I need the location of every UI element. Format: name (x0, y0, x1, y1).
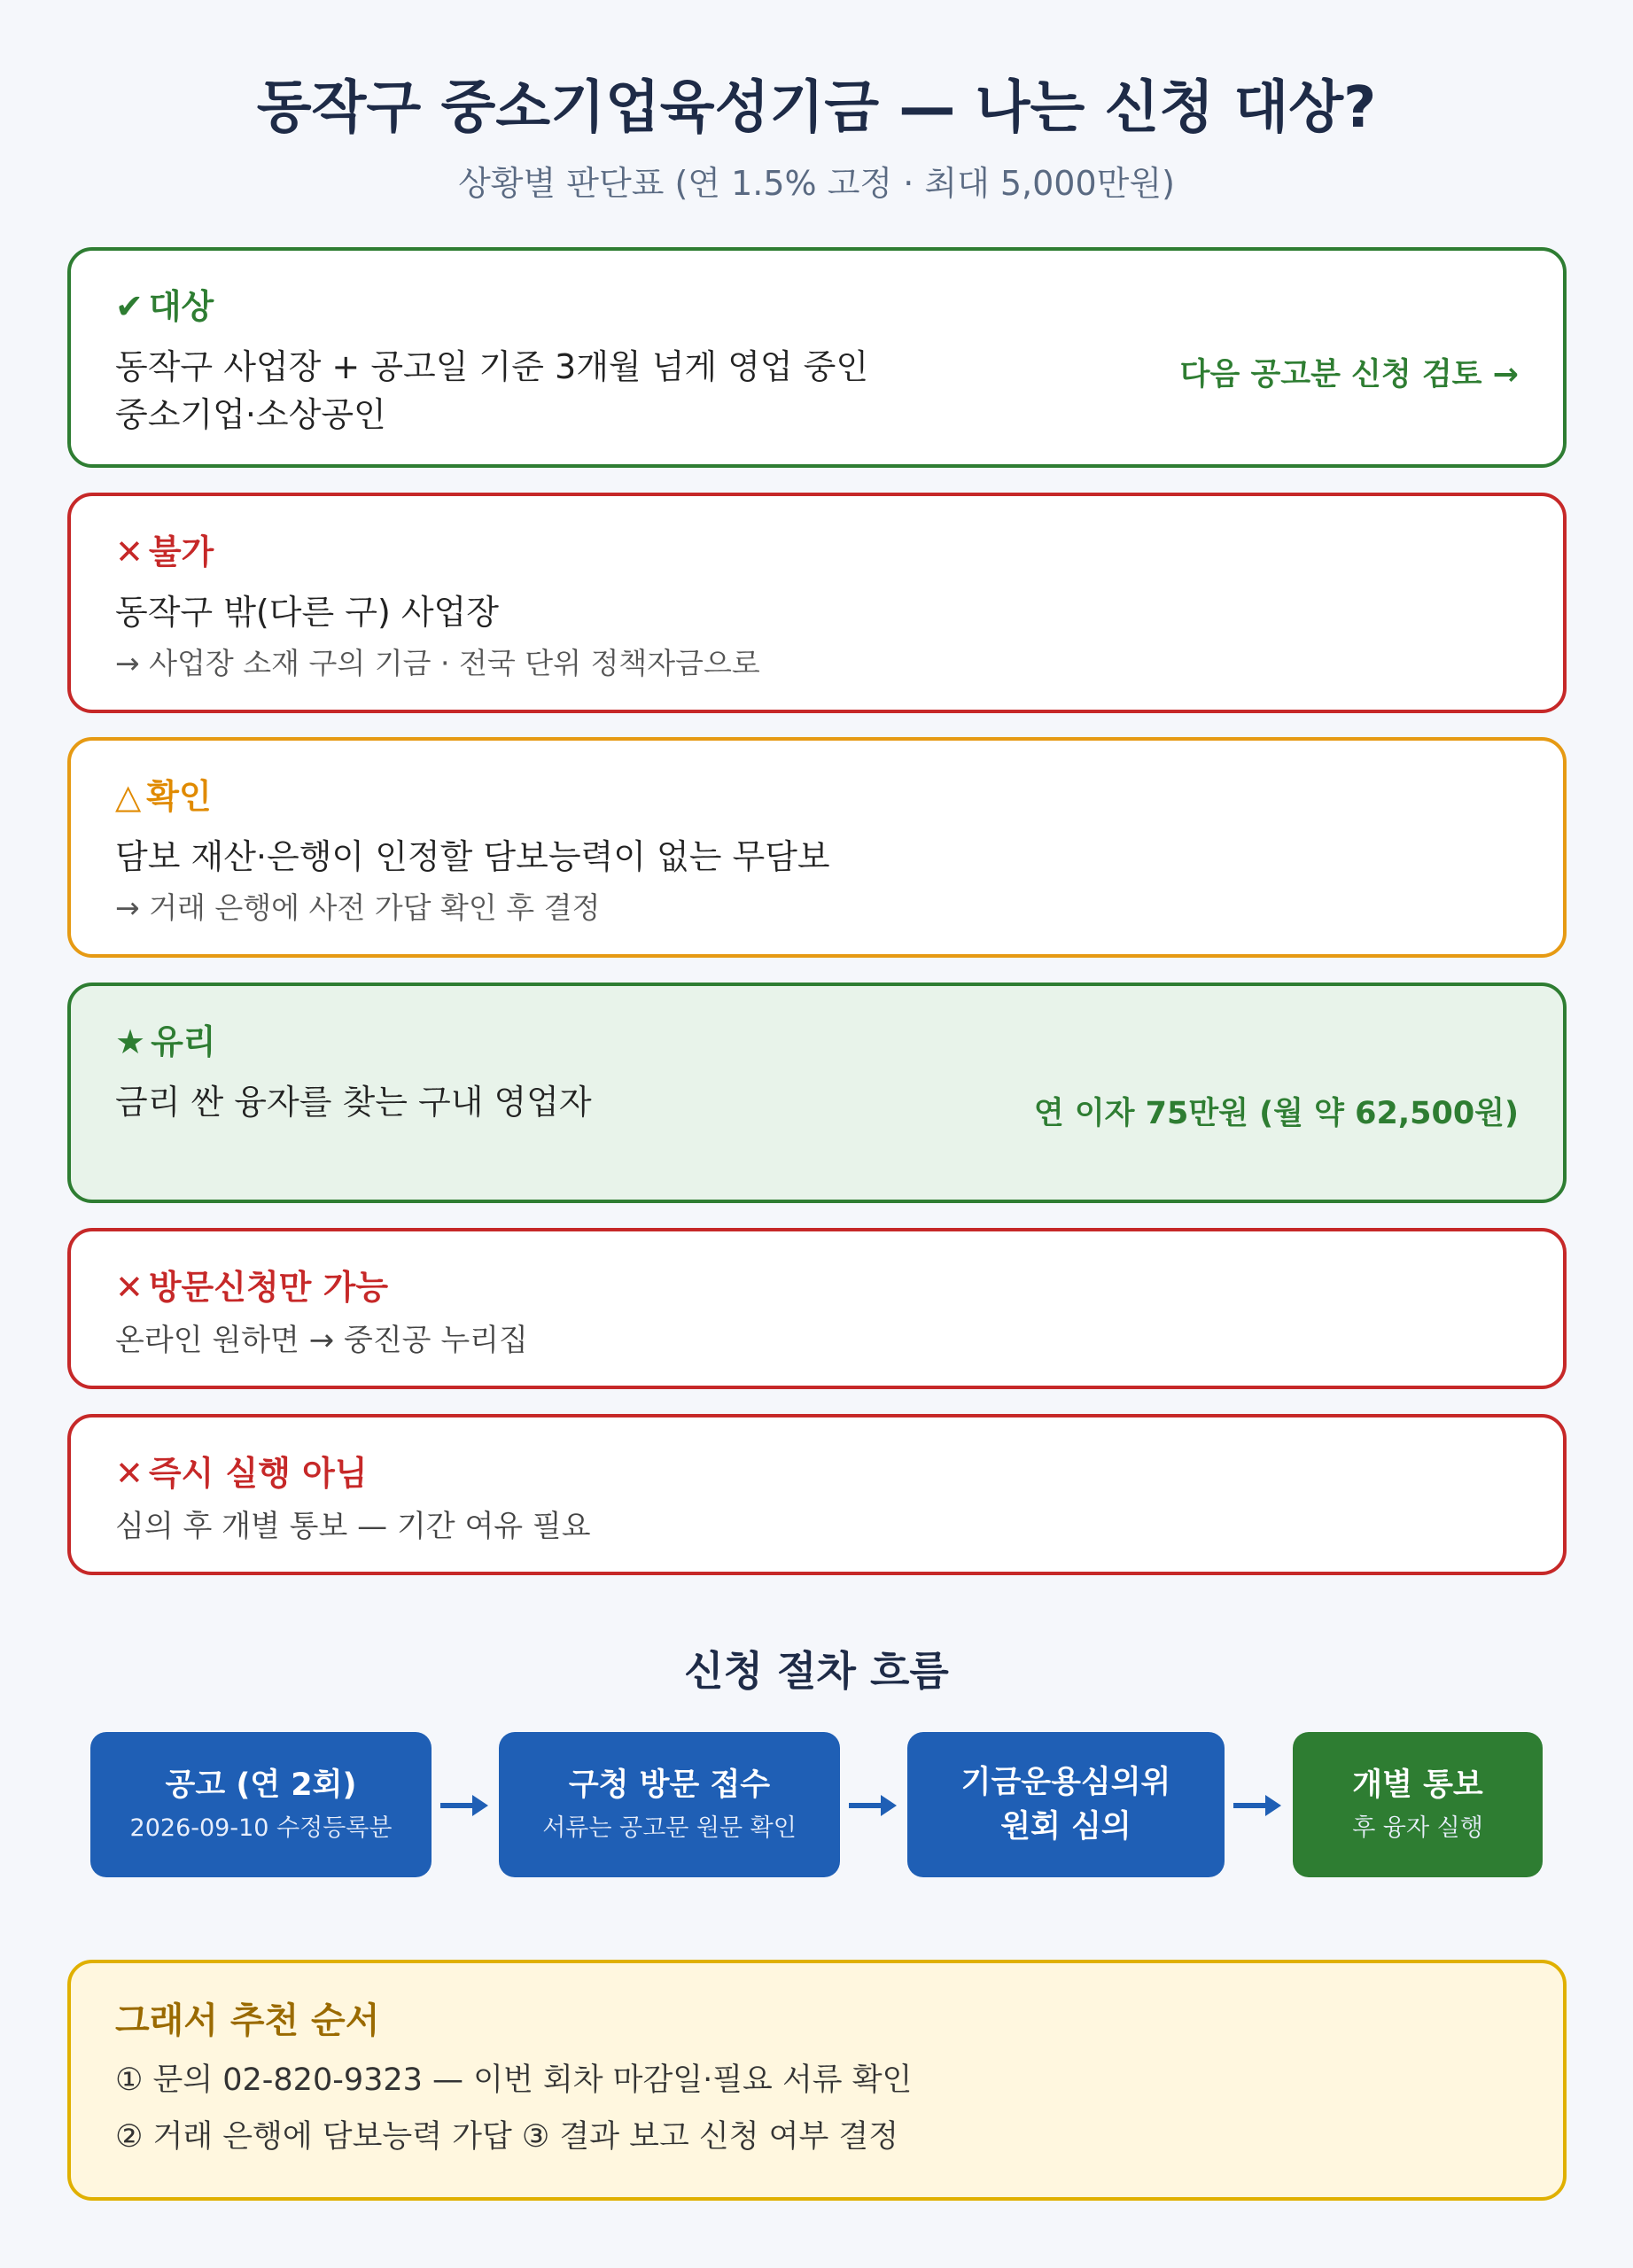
card-eligible (67, 247, 1567, 468)
card-ineligible-note: → 사업장 소재 구의 기금 · 전국 단위 정책자금으로 (115, 646, 760, 680)
x-icon: ✕ (115, 1268, 144, 1307)
flow-step-title-line1: 기금운용심의위 (960, 1765, 1171, 1800)
card-not-immediate (67, 1414, 1567, 1575)
arrow-right-icon (437, 1788, 492, 1823)
card-ineligible-heading (115, 532, 1519, 572)
flow-step-title-line2: 원회 심의 (1000, 1809, 1131, 1845)
card-check-body: 담보 재산·은행이 인정할 담보능력이 없는 무담보 (115, 837, 830, 876)
card-check-label: 확인 (146, 777, 212, 816)
card-check (67, 737, 1567, 958)
star-icon: ★ (115, 1022, 146, 1061)
card-favorable-heading (115, 1021, 1519, 1062)
card-not-immediate-heading (115, 1453, 1519, 1494)
card-favorable-body: 금리 싼 융자를 찾는 구내 영업자 (115, 1083, 592, 1122)
card-eligible-action: 다음 공고분 신청 검토 → (1179, 357, 1519, 392)
recommendation-box (67, 1960, 1567, 2201)
card-not-immediate-body: 심의 후 개별 통보 — 기간 여유 필요 (115, 1509, 591, 1544)
x-icon: ✕ (115, 532, 144, 571)
flow-step-title: 개별 통보 (1352, 1767, 1483, 1803)
flow-step-title: 공고 (연 2회) (165, 1767, 357, 1803)
warning-triangle-icon: △ (115, 777, 142, 816)
flow-title: 신청 절차 흐름 (684, 1647, 949, 1695)
arrow-right-icon (1230, 1788, 1285, 1823)
card-eligible-body-line2: 중소기업·소상공인 (115, 395, 386, 434)
flow-step-sub: 2026-09-10 수정등록분 (129, 1814, 393, 1842)
card-favorable (67, 983, 1567, 1203)
card-favorable-label: 유리 (151, 1022, 216, 1061)
card-visit-only-label: 방문신청만 가능 (148, 1268, 389, 1307)
card-visit-only (67, 1228, 1567, 1389)
card-eligible-body-line1: 동작구 사업장 + 공고일 기준 3개월 넘게 영업 중인 (115, 347, 869, 386)
card-favorable-interest: 연 이자 75만원 (월 약 62,500원) (1033, 1096, 1519, 1131)
card-eligible-heading (115, 286, 1519, 327)
arrow-right-icon (845, 1788, 900, 1823)
card-check-note: → 거래 은행에 사전 가답 확인 후 결정 (115, 890, 601, 925)
check-icon: ✔ (115, 287, 144, 326)
recommendation-title: 그래서 추천 순서 (115, 2000, 380, 2041)
flow-step-notify (1293, 1732, 1543, 1877)
card-ineligible (67, 493, 1567, 713)
recommendation-line-1: ① 문의 02-820-9323 — 이번 회차 마감일·필요 서류 확인 (115, 2062, 913, 2098)
flow-step-visit (499, 1732, 840, 1877)
card-ineligible-body: 동작구 밖(다른 구) 사업장 (115, 593, 499, 632)
x-icon: ✕ (115, 1454, 144, 1493)
page-subtitle: 상황별 판단표 (연 1.5% 고정 · 최대 5,000만원) (458, 164, 1175, 203)
flow-step-announcement (90, 1732, 432, 1877)
flow-step-sub: 서류는 공고문 원문 확인 (542, 1814, 797, 1842)
card-ineligible-label: 불가 (148, 532, 214, 571)
flow-step-sub: 후 융자 실행 (1352, 1814, 1483, 1842)
card-eligible-label: 대상 (148, 287, 214, 326)
flow-step-review (907, 1732, 1225, 1877)
card-visit-only-heading (115, 1267, 1519, 1308)
flow-step-title: 구청 방문 접수 (568, 1767, 771, 1803)
page-title: 동작구 중소기업육성기금 — 나는 신청 대상? (256, 75, 1377, 141)
card-check-heading (115, 776, 1519, 817)
card-not-immediate-label: 즉시 실행 아님 (148, 1454, 368, 1493)
recommendation-line-2: ② 거래 은행에 담보능력 가답 ③ 결과 보고 신청 여부 결정 (115, 2119, 899, 2155)
card-visit-only-body: 온라인 원하면 → 중진공 누리집 (115, 1323, 528, 1358)
